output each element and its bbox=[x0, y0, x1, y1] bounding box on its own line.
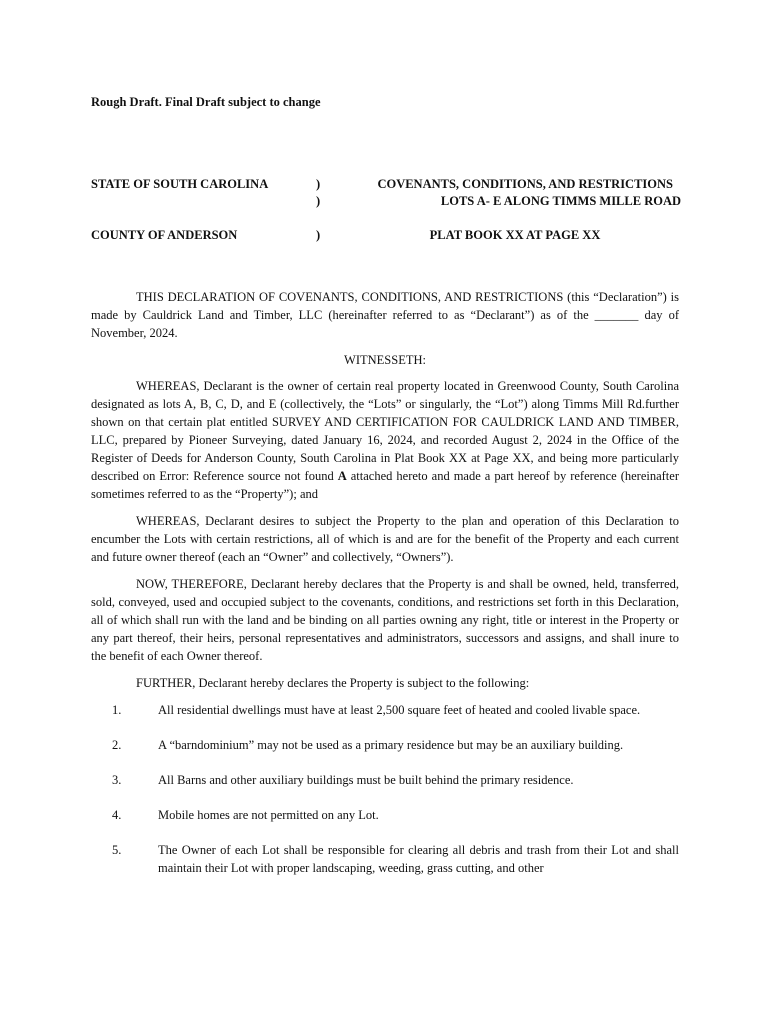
list-item bbox=[91, 806, 679, 824]
now-therefore-paragraph: NOW, THEREFORE, Declarant hereby declares that the Property is and shall be owned, held, transferred, sold, conveyed, used and occupied subject to the covenants, conditions, and restrictions set forth in this Declaration, all of which shall run with the land and be binding on all parties owning any right, title or interest in the Property or any part thereof, their heirs, personal representatives and administrators, successors and assigns, and shall inure to the benefit of each Owner thereof. bbox=[91, 577, 679, 663]
list-item bbox=[91, 736, 679, 754]
list-item-number: 5. bbox=[112, 843, 122, 857]
list-item-text: All residential dwellings must have at least 2,500 square feet of heated and cooled livable space. bbox=[158, 703, 641, 717]
further-paragraph: FURTHER, Declarant hereby declares the Property is subject to the following: bbox=[136, 676, 530, 690]
caption-state: STATE OF SOUTH CAROLINA bbox=[91, 177, 269, 191]
whereas-paragraph-1 bbox=[91, 377, 679, 503]
intro-paragraph: THIS DECLARATION OF COVENANTS, CONDITIONS, AND RESTRICTIONS (this “Declaration”) is made by Cauldrick Land and Timber, LLC (hereinafter referred to as “Declarant”) as of the _______ day of November, 2024. bbox=[91, 290, 679, 340]
exhibit-letter: A bbox=[337, 469, 347, 483]
whereas-1-text-b: attached hereto and made a part hereof by reference (hereinafter sometimes referred to as the “Property”); and bbox=[91, 469, 679, 501]
list-item-number: 3. bbox=[112, 773, 122, 787]
restrictions-list bbox=[91, 701, 679, 877]
whereas-1-text-a: WHEREAS, Declarant is the owner of certain real property located in Greenwood County, South Carolina designated as lots A, B, C, D, and E (collectively, the “Lots” or singularly, the “Lot”) along Timms Mill Rd.further shown on that certain plat entitled SURVEY AND CERTIFICATION FOR CAULDRICK LAND AND TIMBER, LLC, prepared by Pioneer Surveying, dated January 16, 2024, and recorded August 2, 2024 in the Office of the Register of Deeds for Anderson County, South Carolina in Plat Book XX at Page XX, and being more particularly described on Error: Reference source not found bbox=[91, 379, 679, 483]
list-item-number: 2. bbox=[112, 738, 122, 752]
whereas-paragraph-2: WHEREAS, Declarant desires to subject the Property to the plan and operation of this Declaration to encumber the Lots with certain restrictions, all of which is and are for the benefit of the Property and each current and future owner thereof (each an “Owner” and collectively, “Owners”). bbox=[91, 514, 679, 564]
list-item-text: The Owner of each Lot shall be responsible for clearing all debris and trash from their Lot and shall maintain their Lot with proper landscaping, weeding, grass cutting, and other bbox=[158, 843, 679, 875]
list-item-text: All Barns and other auxiliary buildings must be built behind the primary residence. bbox=[158, 773, 574, 787]
list-item-number: 4. bbox=[112, 808, 122, 822]
list-item bbox=[91, 771, 679, 789]
caption-county: COUNTY OF ANDERSON bbox=[91, 228, 238, 242]
list-item-number: 1. bbox=[112, 703, 122, 717]
witnesseth-heading: WITNESSETH: bbox=[344, 353, 426, 367]
declaration-body bbox=[91, 288, 679, 894]
caption-paren: ) bbox=[316, 228, 321, 242]
caption-title-line-1: COVENANTS, CONDITIONS, AND RESTRICTIONS bbox=[377, 177, 673, 191]
list-item bbox=[91, 841, 679, 877]
caption-title-line-2: LOTS A- E ALONG TIMMS MILLE ROAD bbox=[440, 194, 681, 208]
list-item-text: A “barndominium” may not be used as a primary residence but may be an auxiliary building. bbox=[158, 738, 624, 752]
list-item bbox=[91, 701, 679, 719]
caption-title-line-3: PLAT BOOK XX AT PAGE XX bbox=[429, 228, 601, 242]
list-item-text: Mobile homes are not permitted on any Lot. bbox=[158, 808, 379, 822]
draft-note: Rough Draft. Final Draft subject to change bbox=[91, 95, 321, 109]
caption-paren: ) bbox=[316, 194, 321, 208]
caption-paren: ) bbox=[316, 177, 321, 191]
